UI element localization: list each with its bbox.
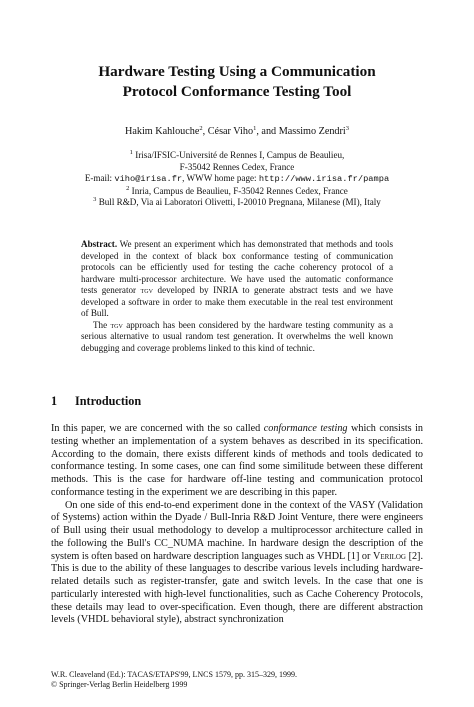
affiliation-1-address: F-35042 Rennes Cedex, France (179, 161, 295, 172)
author-name: Massimo Zendri (278, 126, 346, 137)
author-name: César Viho (207, 126, 254, 137)
body-text-run: On one side of this end-to-end experiment done in the context of the VASY (Validation of Systems) action within the Dyade / Bull-Inria R&D Joint Venture, there were engineers of Bull using their usual methodology to develop a multiprocessor architecture called in the following the Bull's CC_NUMA machine. In hardware design the description of the system is often based on hardware description languages such as VHDL [1] or (51, 499, 423, 562)
body-text-run: which consists in testing whether an implementation of a system behaves as described in its specification. According to the domain, there exists different kinds of methods and tools dedicated to conformance testing. In some cases, one can find some similitude between these different methods. This is the case for hardware off-line testing and communication protocol conformance testing in the experiment we are describing in this paper. (51, 423, 424, 498)
author-affiliation-mark: 2 (199, 125, 203, 132)
body-text-run: In this paper, we are concerned with the so called (51, 423, 264, 434)
email-label: E-mail: (84, 173, 115, 184)
title-line-2: Protocol Conformance Testing Tool (122, 83, 352, 100)
affiliation-text: Inria, Campus de Beaulieu, F-35042 Rennes Cedex, France (131, 185, 348, 196)
affiliation-mark: 3 (93, 196, 97, 204)
affiliation-mark: 1 (129, 149, 133, 156)
email-address[interactable]: viho@irisa.fr (114, 174, 183, 185)
abstract (81, 239, 393, 354)
abstract-text: approach has been considered by the hardware testing community as a serious alternative to usual random test generation. It overwhelms the well known debugging and coverage problems linked to this kind of technic. (81, 319, 393, 353)
author-affiliation-mark: 3 (345, 125, 349, 132)
affiliation-text: Irisa/IFSIC-Université de Rennes I, Campus de Beaulieu, (135, 150, 345, 160)
homepage-url[interactable]: http://www.irisa.fr/pampa (258, 174, 390, 185)
abstract-paragraph (81, 239, 393, 320)
tool-name: tgv (140, 285, 153, 295)
paper-title (0, 62, 474, 102)
author-separator: , and (256, 126, 279, 137)
abstract-text: developed by INRIA to generate abstract tests and we have developed a software in order to make them executable in the real test environment of Bull. (81, 285, 393, 318)
citation-line: W.R. Cleaveland (Ed.): TACAS/ETAPS'99, LNCS 1579, pp. 315–329, 1999. (51, 670, 297, 679)
body-text (51, 423, 423, 627)
author-separator: , (202, 126, 208, 137)
affiliation-text: Bull R&D, Via ai Laboratori Olivetti, I-20010 Pregnana, Milanese (MI), Italy (98, 197, 381, 208)
emphasis-term: conformance testing (263, 423, 348, 434)
affiliation-2 (0, 186, 474, 198)
contact-line (0, 173, 474, 186)
affiliation-block (0, 150, 474, 209)
affiliation-3 (0, 197, 474, 209)
section-title: Introduction (75, 394, 142, 408)
title-line-1: Hardware Testing Using a Communication (98, 63, 376, 80)
author-affiliation-mark: 1 (253, 125, 257, 132)
affiliation-mark: 2 (126, 184, 130, 192)
author-list (0, 125, 474, 138)
body-paragraph (51, 423, 423, 500)
body-paragraph (51, 500, 423, 628)
author-name: Hakim Kahlouche (125, 126, 200, 137)
body-text-run: [2]. This is due to the ability of these languages to describe various levels including hardware-related details such as register-transfer, gate and switch levels. In the case that one is particularly interested with high-level functionalities, such as Cache Coherency Protocols, these details may lead to over-specification. Even though, there are different abstraction levels (VHDL behavioral style), abstract synchronization (51, 550, 423, 626)
abstract-label: Abstract. (81, 239, 118, 249)
section-number: 1 (51, 394, 58, 408)
abstract-text: The (93, 319, 111, 330)
language-name: Verilog (372, 550, 406, 562)
tool-name: tgv (110, 319, 123, 330)
www-label: , WWW home page: (182, 173, 259, 184)
publication-footer (51, 670, 431, 691)
abstract-paragraph (81, 320, 393, 355)
abstract-text: We present an experiment which has demonstrated that methods and tools developed in the context of black box conformance testing of communication protocols can be efficiently used for testing the cache coherency protocol of a hardware multi-processor architecture. We have used the automatic conformance tests generator (81, 239, 393, 295)
section-heading (51, 394, 431, 409)
copyright-line: © Springer-Verlag Berlin Heidelberg 1999 (51, 680, 188, 690)
affiliation-1 (0, 150, 474, 162)
